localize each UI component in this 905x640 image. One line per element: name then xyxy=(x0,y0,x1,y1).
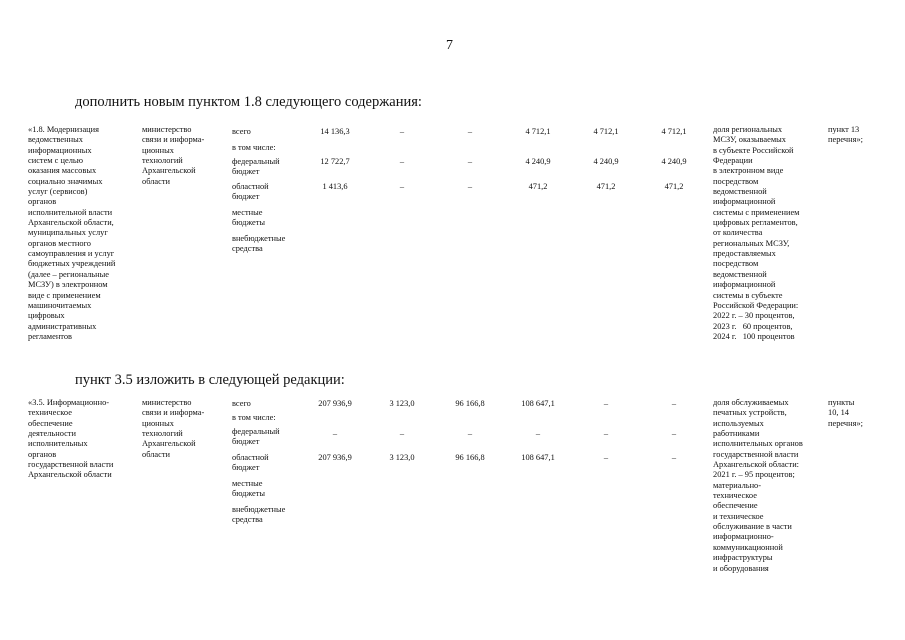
page-number: 7 xyxy=(446,38,453,53)
block2-federal-y2: – xyxy=(467,429,473,438)
block2-federal-y4: – xyxy=(603,429,609,438)
block1-indicator: доля региональных МСЗУ, оказываемых в субъекте Российской Федерации в электронном виде посредством ведомственной информационной системы с применением цифровых регламентов, от количества региональных МСЗУ, предоставляемых посредством ведомственной информационной системы в субъекте Российской Федерации: 2022 г. – 30 процентов, 2023 г. 60 процентов, 2024 г. 100 процентов xyxy=(713,125,800,341)
block2-total-y5: – xyxy=(671,399,677,408)
block1-regional-y4: 471,2 xyxy=(596,182,616,191)
block2-regional-sum: 207 936,9 xyxy=(318,453,352,462)
block1-regional-y5: 471,2 xyxy=(664,182,684,191)
block1-total-y1: – xyxy=(399,127,405,136)
intro-paragraph-2: пункт 3.5 изложить в следующей редакции: xyxy=(75,372,345,388)
block2-regional-y3: 108 647,1 xyxy=(521,453,555,462)
block2-total-sum: 207 936,9 xyxy=(318,399,352,408)
block2-total-y3: 108 647,1 xyxy=(521,399,555,408)
block2-total-y2: 96 166,8 xyxy=(455,399,485,408)
block1-total-sum: 14 136,3 xyxy=(320,127,350,136)
block1-federal-y4: 4 240,9 xyxy=(593,157,619,166)
block2-federal-y5: – xyxy=(671,429,677,438)
block2-federal-y3: – xyxy=(535,429,541,438)
block2-total-y4: – xyxy=(603,399,609,408)
block1-label-including: в том числе: xyxy=(232,143,276,152)
block1-federal-y1: – xyxy=(399,157,405,166)
block1-regional-y3: 471,2 xyxy=(528,182,548,191)
block1-executor: министерство связи и информа- ционных технологий Архангельской области xyxy=(142,125,205,186)
block2-total-y1: 3 123,0 xyxy=(389,399,415,408)
block2-executor: министерство связи и информа- ционных технологий Архангельской области xyxy=(142,398,205,459)
block1-federal-y2: – xyxy=(467,157,473,166)
block2-label-regional: областной бюджет xyxy=(232,453,269,473)
block1-regional-y1: – xyxy=(399,182,405,191)
block1-label-extrabudget: внебюджетные средства xyxy=(232,234,286,254)
block2-federal-y1: – xyxy=(399,429,405,438)
block1-label-local: местные бюджеты xyxy=(232,208,266,228)
block1-reference: пункт 13 перечня»; xyxy=(828,125,863,145)
block1-total-y3: 4 712,1 xyxy=(525,127,551,136)
block2-description: «3.5. Информационно- техническое обеспечение деятельности исполнительных органов государственной власти Архангельской области xyxy=(28,398,114,480)
block2-federal-sum: – xyxy=(332,429,338,438)
block2-label-extrabudget: внебюджетные средства xyxy=(232,505,286,525)
block2-regional-y5: – xyxy=(671,453,677,462)
block2-reference: пункты 10, 14 перечня»; xyxy=(828,398,863,428)
block2-label-total: всего xyxy=(232,399,251,408)
block1-total-y2: – xyxy=(467,127,473,136)
block2-indicator: доля обслуживаемых печатных устройств, используемых работниками исполнительных органов государственной власти Архангельской области: 2021 г. – 95 процентов; материально- техническое обеспечение и техническое обслуживание в части информационно- коммуникационной инфраструктуры и оборудования xyxy=(713,398,803,573)
block1-federal-sum: 12 722,7 xyxy=(320,157,350,166)
intro-paragraph-1: дополнить новым пунктом 1.8 следующего содержания: xyxy=(75,94,422,110)
block1-label-regional: областной бюджет xyxy=(232,182,269,202)
block1-regional-sum: 1 413,6 xyxy=(322,182,348,191)
block1-label-total: всего xyxy=(232,127,251,136)
block1-label-federal: федеральный бюджет xyxy=(232,157,280,177)
block1-regional-y2: – xyxy=(467,182,473,191)
block1-total-y4: 4 712,1 xyxy=(593,127,619,136)
block2-label-local: местные бюджеты xyxy=(232,479,266,499)
block1-federal-y3: 4 240,9 xyxy=(525,157,551,166)
block2-label-federal: федеральный бюджет xyxy=(232,427,280,447)
block2-regional-y1: 3 123,0 xyxy=(389,453,415,462)
block2-regional-y4: – xyxy=(603,453,609,462)
block1-federal-y5: 4 240,9 xyxy=(661,157,687,166)
block2-regional-y2: 96 166,8 xyxy=(455,453,485,462)
block2-label-including: в том числе: xyxy=(232,413,276,422)
block1-total-y5: 4 712,1 xyxy=(661,127,687,136)
block1-description: «1.8. Модернизация ведомственных информационных систем с целью оказания массовых социально значимых услуг (сервисов) органов исполнительной власти Архангельской области, муниципальных услуг органов местного самоуправления и услуг бюджетных учреждений (далее – региональные МСЗУ) в электронном виде с применением машиночитаемых цифровых административных регламентов xyxy=(28,125,116,341)
